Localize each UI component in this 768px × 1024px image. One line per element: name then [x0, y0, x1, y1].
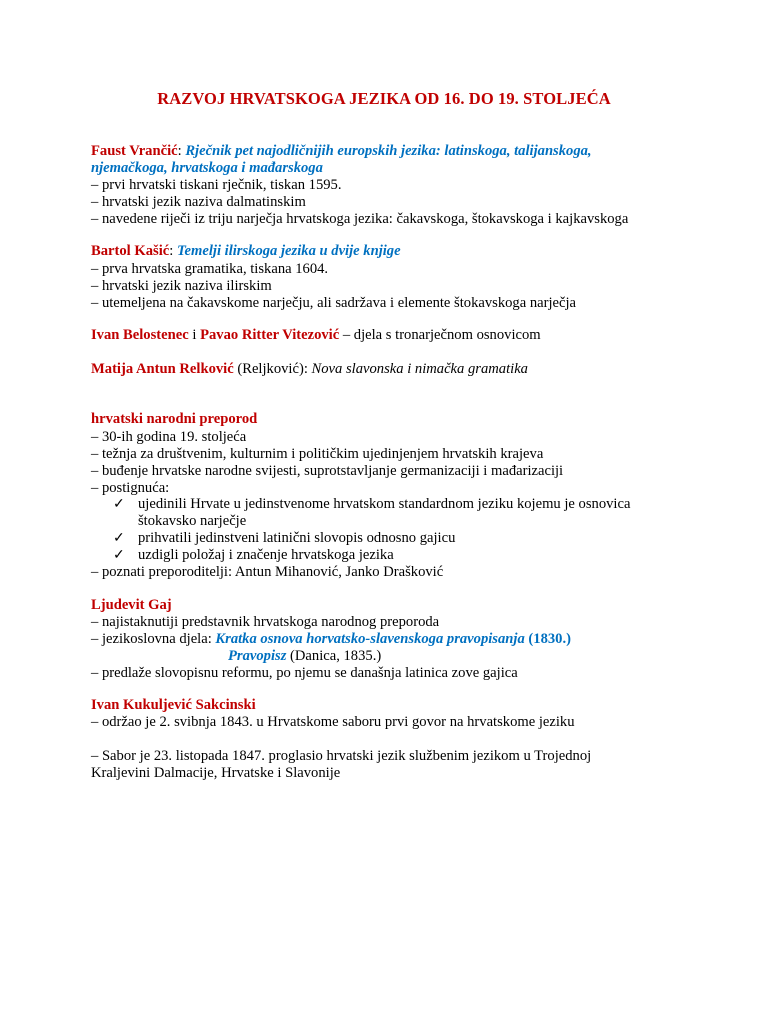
check-item: ujedinili Hrvate u jedinstvenome hrvatskom standardnom jeziku kojemu je osnovica — [138, 496, 631, 512]
author-name: Ivan Kukuljević Sakcinski — [91, 697, 256, 713]
list-item: – održao je 2. svibnja 1843. u Hrvatskome saboru prvi govor na hrvatskome jeziku — [91, 714, 575, 730]
list-item-cont: Kraljevini Dalmacije, Hrvatske i Slavonije — [91, 765, 341, 781]
page-title: RAZVOJ HRVATSKOGA JEZIKA OD 16. DO 19. STOLJEĆA — [157, 89, 611, 108]
check-item: uzdigli položaj i značenje hrvatskoga jezika — [138, 547, 394, 563]
list-item: – 30-ih godina 19. stoljeća — [91, 429, 247, 445]
gaj-works-line: – jezikoslovna djela: Kratka osnova horvatsko-slavenskoga pravopisanja (1830.) — [91, 631, 571, 647]
check-item-cont: štokavsko narječje — [138, 513, 247, 529]
checkmark-icon: ✓ — [113, 531, 125, 546]
list-item: – prva hrvatska gramatika, tiskana 1604. — [91, 261, 329, 277]
work-title: Temelji ilirskoga jezika u dvije knjige — [176, 243, 401, 259]
belostenec-line: Ivan Belostenec i Pavao Ritter Vitezović – djela s tronarječnom osnovicom — [91, 327, 541, 343]
author-name: Matija Antun Relković — [91, 361, 234, 377]
work-title: Nova slavonska i nimačka gramatika — [311, 361, 528, 377]
list-item: – utemeljena na čakavskome narječju, ali sadržava i elemente štokavskoga narječja — [91, 295, 577, 311]
author-name: Ljudevit Gaj — [91, 597, 172, 613]
list-item: – buđenje hrvatske narodne svijesti, suprotstavljanje germanizaciji i mađarizaciji — [91, 463, 564, 479]
list-item: – prvi hrvatski tiskani rječnik, tiskan 1595. — [91, 177, 342, 193]
list-item: – postignuća: — [91, 480, 170, 496]
work-title: Pravopisz — [228, 648, 287, 664]
list-item: – najistaknutiji predstavnik hrvatskoga narodnog preporoda — [91, 614, 440, 630]
list-item: – hrvatski jezik naziva ilirskim — [91, 278, 272, 294]
list-item: – Sabor je 23. listopada 1847. proglasio hrvatski jezik službenim jezikom u Trojednoj — [91, 748, 592, 764]
list-item: – navedene riječi iz triju narječja hrvatskoga jezika: čakavskoga, štokavskoga i kajkavskoga — [91, 211, 629, 227]
author-name: Faust Vrančić — [91, 143, 178, 159]
author-name: Pavao Ritter Vitezović — [200, 327, 340, 343]
work-title: Kratka osnova horvatsko-slavenskoga pravopisanja — [215, 631, 525, 647]
list-item: – poznati preporoditelji: Antun Mihanović, Janko Drašković — [91, 564, 444, 580]
gaj-work-2-line: Pravopisz (Danica, 1835.) — [228, 648, 382, 664]
author-name: Bartol Kašić — [91, 243, 170, 259]
list-item: – predlaže slovopisnu reformu, po njemu se današnja latinica zove gajica — [91, 665, 518, 681]
work-title: Rječnik pet najodličnijih europskih jezika: latinskoga, talijanskoga, — [185, 143, 592, 159]
relkovic-line: Matija Antun Relković (Reljković): Nova slavonska i nimačka gramatika — [91, 361, 528, 377]
list-item: – hrvatski jezik naziva dalmatinskim — [91, 194, 306, 210]
kasic-heading: Bartol Kašić: Temelji ilirskoga jezika u dvije knjige — [91, 243, 401, 259]
author-name: Ivan Belostenec — [91, 327, 189, 343]
check-item: prihvatili jedinstveni latinični slovopis odnosno gajicu — [138, 530, 456, 546]
vrancic-heading: Faust Vrančić: Rječnik pet najodličnijih europskih jezika: latinskoga, talijanskoga, — [91, 143, 592, 159]
vrancic-work-cont — [91, 160, 323, 177]
work-title-cont: njemačkoga, hrvatskoga i mađarskoga — [91, 160, 323, 176]
checkmark-icon: ✓ — [113, 497, 125, 512]
work-year: (1830.) — [524, 631, 571, 647]
checkmark-icon: ✓ — [113, 548, 125, 563]
section-heading: hrvatski narodni preporod — [91, 411, 258, 427]
list-item: – težnja za društvenim, kulturnim i političkim ujedinjenjem hrvatskih krajeva — [91, 446, 544, 462]
